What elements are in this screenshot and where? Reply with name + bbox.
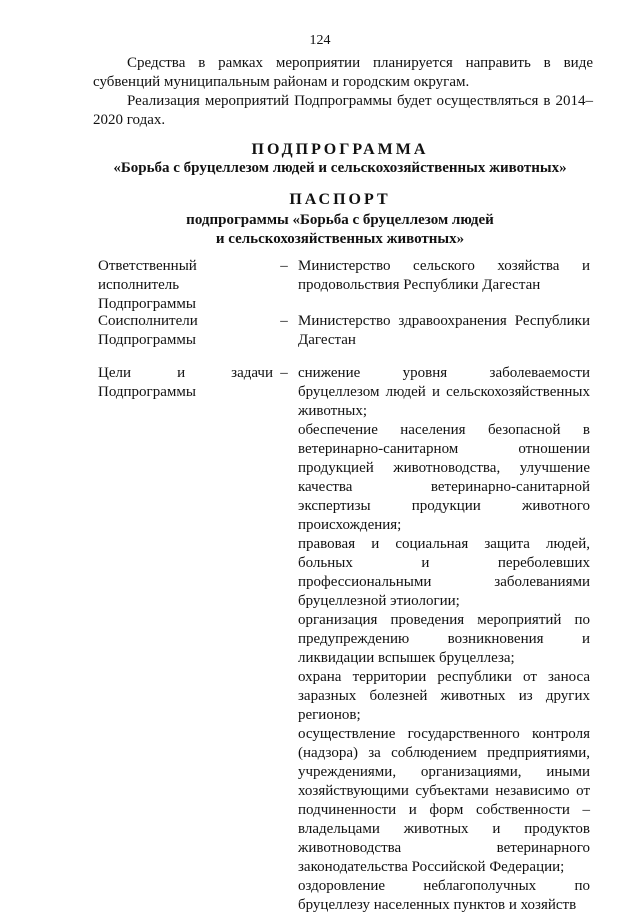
row-value bbox=[298, 312, 590, 350]
passport-title-line-2: и сельскохозяйственных животных» bbox=[215, 231, 465, 247]
subprogram-title: «Борьба с бруцеллезом людей и сельскохозяйственных животных» bbox=[113, 160, 567, 176]
goal-item: организация проведения мероприятий по предупреждению возникновения и ликвидации вспышек бруцеллеза; bbox=[298, 612, 590, 666]
row-value bbox=[298, 364, 590, 915]
row-value-item: Министерство здравоохранения Республики Дагестан bbox=[298, 313, 590, 348]
intro-section bbox=[93, 54, 593, 130]
goal-item: правовая и социальная защита людей, больных и переболевших профессиональными заболеваниями бруцеллезной этиологии; bbox=[298, 536, 590, 609]
goal-item: обеспечение населения безопасной в ветеринарно-санитарном отношении продукцией животноводства, улучшение качества ветеринарно-санитарной экспертизы продукции животного происхождения; bbox=[298, 422, 590, 533]
goal-item: охрана территории республики от заноса заразных болезней животных из других регионов; bbox=[298, 669, 590, 723]
subprogram-heading bbox=[80, 140, 600, 178]
row-dash: – bbox=[280, 258, 288, 274]
row-dash: – bbox=[280, 313, 288, 329]
goal-item: снижение уровня заболеваемости бруцеллезом людей и сельскохозяйственных животных; bbox=[298, 365, 590, 419]
intro-paragraph-period: Реализация мероприятий Подпрограммы будет осуществляться в 2014–2020 годах. bbox=[93, 93, 593, 128]
row-value bbox=[298, 257, 590, 295]
passport-title-line-1: подпрограммы «Борьба с бруцеллезом людей bbox=[186, 212, 494, 228]
row-label: Цели и задачи Подпрограммы bbox=[98, 365, 273, 400]
page-number: 124 bbox=[309, 33, 331, 48]
goal-item: осуществление государственного контроля (надзора) за соблюдением предприятиями, учреждениями, организациями, иными хозяйствующими субъектами независимо от подчиненности и форм собственности – владельцами животных и продуктов животноводства ветеринарного законодательства Российской Федерации; bbox=[298, 726, 590, 875]
passport-heading bbox=[80, 190, 600, 249]
row-label: Ответственный исполнитель Подпрограммы bbox=[98, 258, 197, 312]
row-label: Соисполнители Подпрограммы bbox=[98, 313, 198, 348]
row-dash: – bbox=[280, 365, 288, 381]
row-value-item: Министерство сельского хозяйства и продовольствия Республики Дагестан bbox=[298, 258, 590, 293]
intro-paragraph-funding: Средства в рамках мероприятии планируется направить в виде субвенций муниципальным районам и городским округам. bbox=[93, 55, 593, 90]
subprogram-label: ПОДПРОГРАММА bbox=[251, 141, 429, 158]
passport-label: ПАСПОРТ bbox=[289, 191, 391, 208]
goal-item: оздоровление неблагополучных по бруцеллезу населенных пунктов и хозяйств bbox=[298, 878, 590, 913]
